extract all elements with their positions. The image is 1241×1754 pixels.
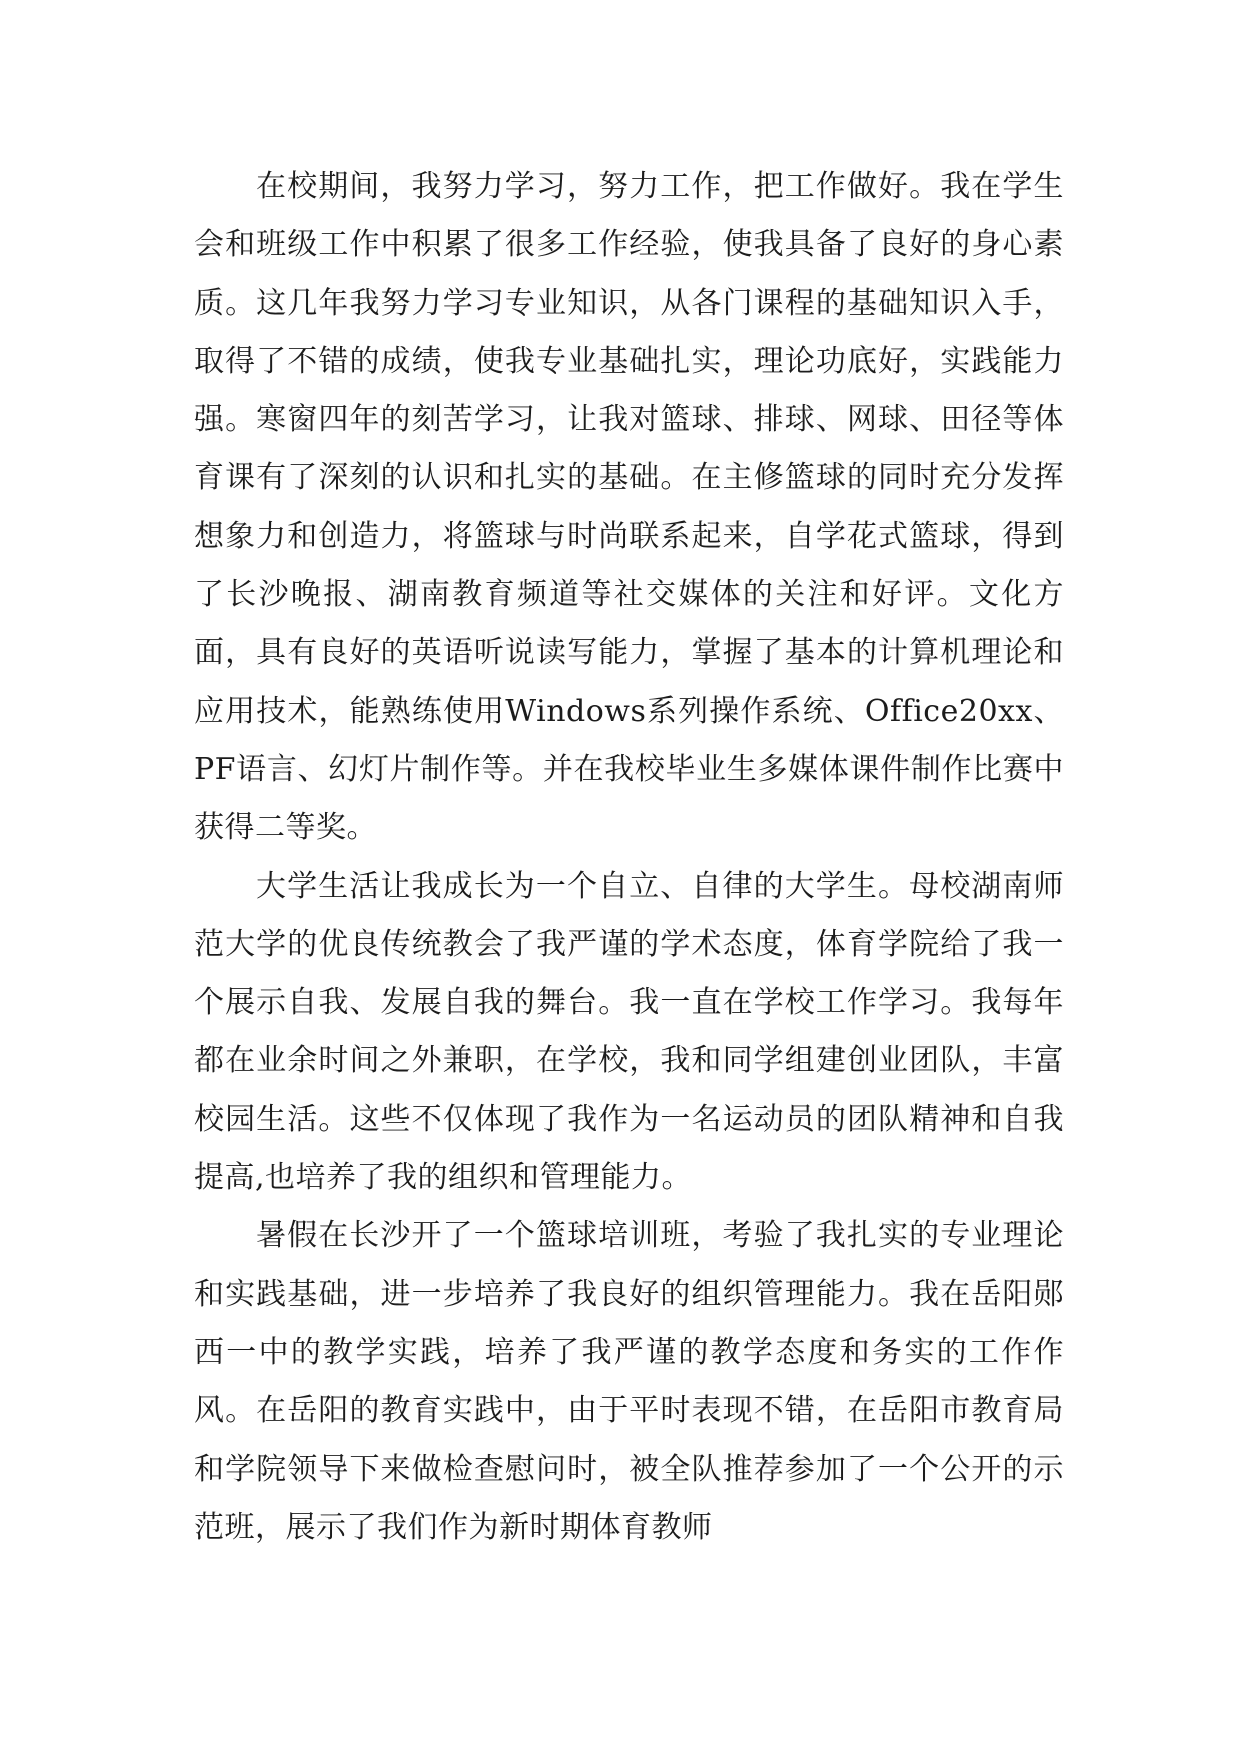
paragraph-1: 在校期间，我努力学习，努力工作，把工作做好。我在学生会和班级工作中积累了很多工作经验，使我具备了良好的身心素质。这几年我努力学习专业知识，从各门课程的基础知识入手，取得了不错的成绩，使我专业基础扎实，理论功底好，实践能力强。寒窗四年的刻苦学习，让我对篮球、排球、网球、田径等体育课有了深刻的认识和扎实的基础。在主修篮球的同时充分发挥想象力和创造力，将篮球与时尚联系起来，自学花式篮球，得到了长沙晚报、湖南教育频道等社交媒体的关注和好评。文化方面，具有良好的英语听说读写能力，掌握了基本的计算机理论和应用技术，能熟练使用Windows系列操作系统、Office20xx、PF语言、幻灯片制作等。并在我校毕业生多媒体课件制作比赛中获得二等奖。 <box>194 169 1064 846</box>
paragraph-2: 大学生活让我成长为一个自立、自律的大学生。母校湖南师范大学的优良传统教会了我严谨的学术态度，体育学院给了我一个展示自我、发展自我的舞台。我一直在学校工作学习。我每年都在业余时间之外兼职，在学校，我和同学组建创业团队，丰富校园生活。这些不仅体现了我作为一名运动员的团队精神和自我提高,也培养了我的组织和管理能力。 <box>194 868 1064 1196</box>
document-body <box>194 158 1064 1557</box>
paragraph-3: 暑假在长沙开了一个篮球培训班，考验了我扎实的专业理论和实践基础，进一步培养了我良好的组织管理能力。我在岳阳郧西一中的教学实践，培养了我严谨的教学态度和务实的工作作风。在岳阳的教育实践中，由于平时表现不错，在岳阳市教育局和学院领导下来做检查慰问时，被全队推荐参加了一个公开的示范班，展示了我们作为新时期体育教师 <box>194 1218 1064 1545</box>
